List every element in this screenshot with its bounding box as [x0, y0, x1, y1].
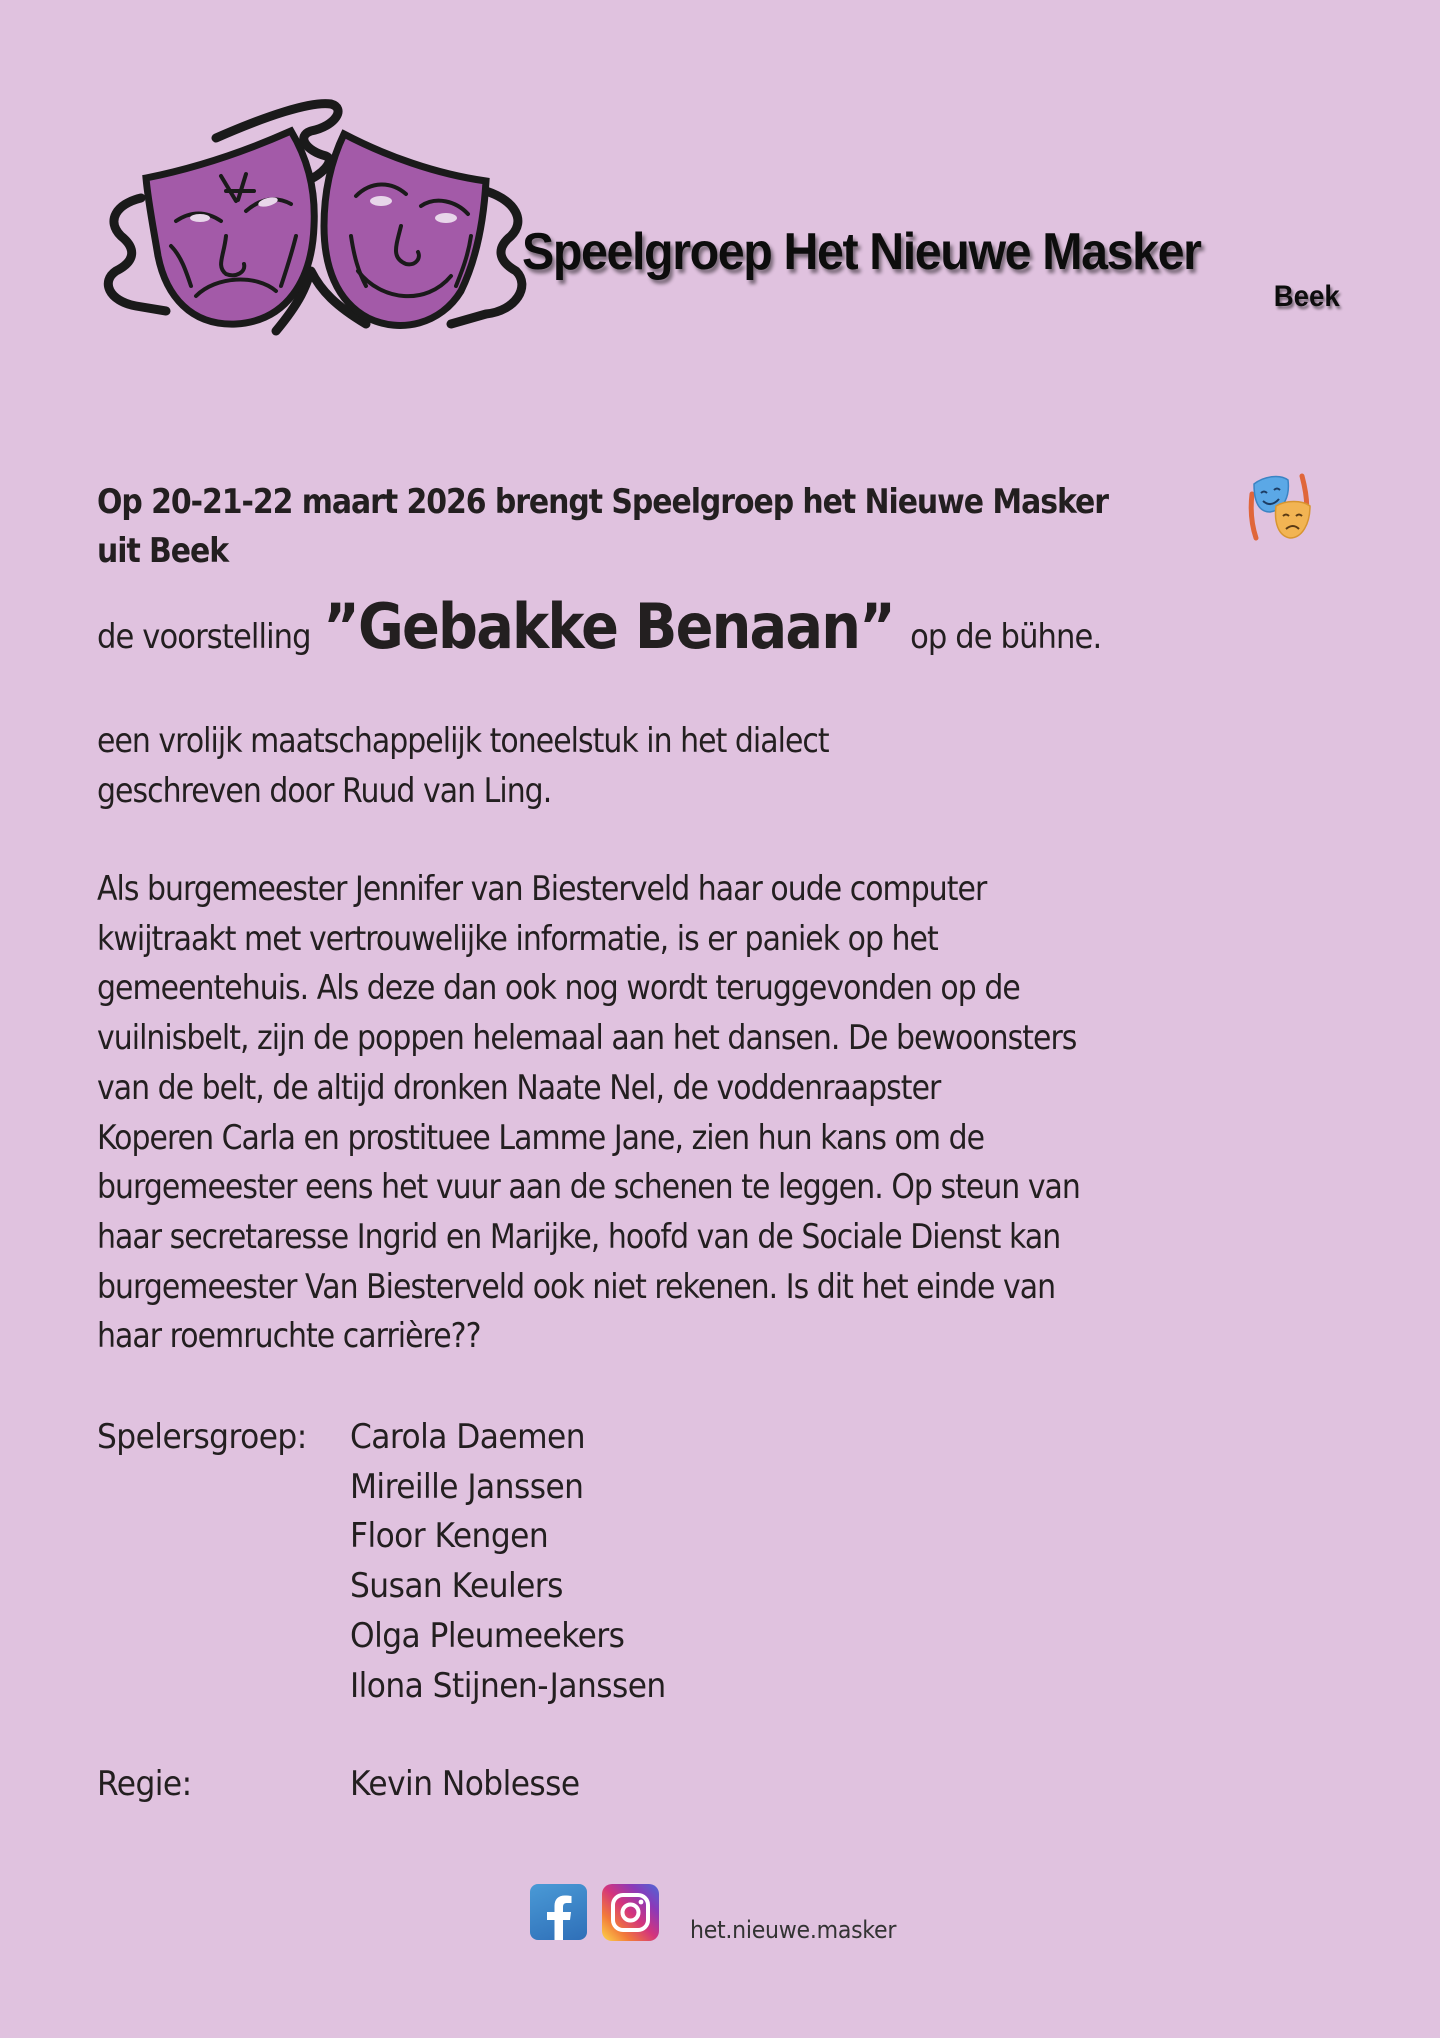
instagram-icon[interactable] [602, 1884, 659, 1941]
cast-member: Carola Daemen [350, 1417, 585, 1457]
show-title: ”Gebakke Benaan” [323, 590, 895, 663]
synopsis-line: haar secretaresse Ingrid en Marijke, hoofd van de Sociale Dienst kan [97, 1216, 1061, 1257]
description-line: geschreven door Ruud van Ling. [97, 770, 552, 811]
performing-arts-icon [1244, 466, 1318, 542]
synopsis-line: Als burgemeester Jennifer van Biesterveld haar oude computer [97, 869, 987, 909]
brand-subtitle: Beek [1274, 280, 1340, 313]
intro-text [97, 478, 1206, 576]
play-description [97, 717, 1329, 816]
director-label: Regie: [97, 1764, 192, 1804]
cast-member: Mireille Janssen [350, 1466, 584, 1507]
social-handle[interactable]: het.nieuwe.masker [690, 1916, 897, 1944]
synopsis-line: van de belt, de altijd dronken Naate Nel, de voddenraapster [97, 1067, 941, 1108]
cast-member: Ilona Stijnen-Janssen [350, 1665, 666, 1706]
brand-title: Speelgroep Het Nieuwe Masker [522, 223, 1201, 281]
description-line: een vrolijk maatschappelijk toneelstuk in het dialect [97, 721, 829, 761]
cast-list [350, 1413, 666, 1711]
show-suffix: op de bühne. [910, 617, 1102, 657]
facebook-icon[interactable] [530, 1884, 587, 1940]
director-value [350, 1760, 580, 1810]
director-name: Kevin Noblesse [350, 1764, 580, 1804]
synopsis-line: Koperen Carla en prostituee Lamme Jane, zien hun kans om de [97, 1117, 985, 1158]
cast-member: Floor Kengen [350, 1516, 549, 1557]
show-line [97, 590, 1101, 663]
show-prefix: de voorstelling [97, 617, 311, 657]
intro-line-2: uit Beek [97, 531, 229, 571]
theatre-masks-logo-icon [96, 96, 536, 336]
synopsis-line: burgemeester eens het vuur aan de schenen te leggen. Op steun van [97, 1167, 1080, 1208]
synopsis-line: kwijtraakt met vertrouwelijke informatie, is er paniek op het [97, 918, 938, 959]
cast-member: Olga Pleumeekers [350, 1615, 625, 1656]
intro-line-1: Op 20-21-22 maart 2026 brengt Speelgroep het Nieuwe Masker [97, 482, 1108, 522]
cast-member: Susan Keulers [350, 1566, 563, 1607]
synopsis-line: gemeentehuis. Als deze dan ook nog wordt teruggevonden op de [97, 968, 1020, 1009]
synopsis-line: vuilnisbelt, zijn de poppen helemaal aan het dansen. De bewoonsters [97, 1018, 1077, 1059]
cast-label: Spelersgroep: [97, 1417, 307, 1457]
synopsis-line: haar roemruchte carrière?? [97, 1316, 481, 1357]
synopsis [97, 865, 1329, 1362]
synopsis-line: burgemeester Van Biesterveld ook niet rekenen. Is dit het einde van [97, 1266, 1056, 1307]
